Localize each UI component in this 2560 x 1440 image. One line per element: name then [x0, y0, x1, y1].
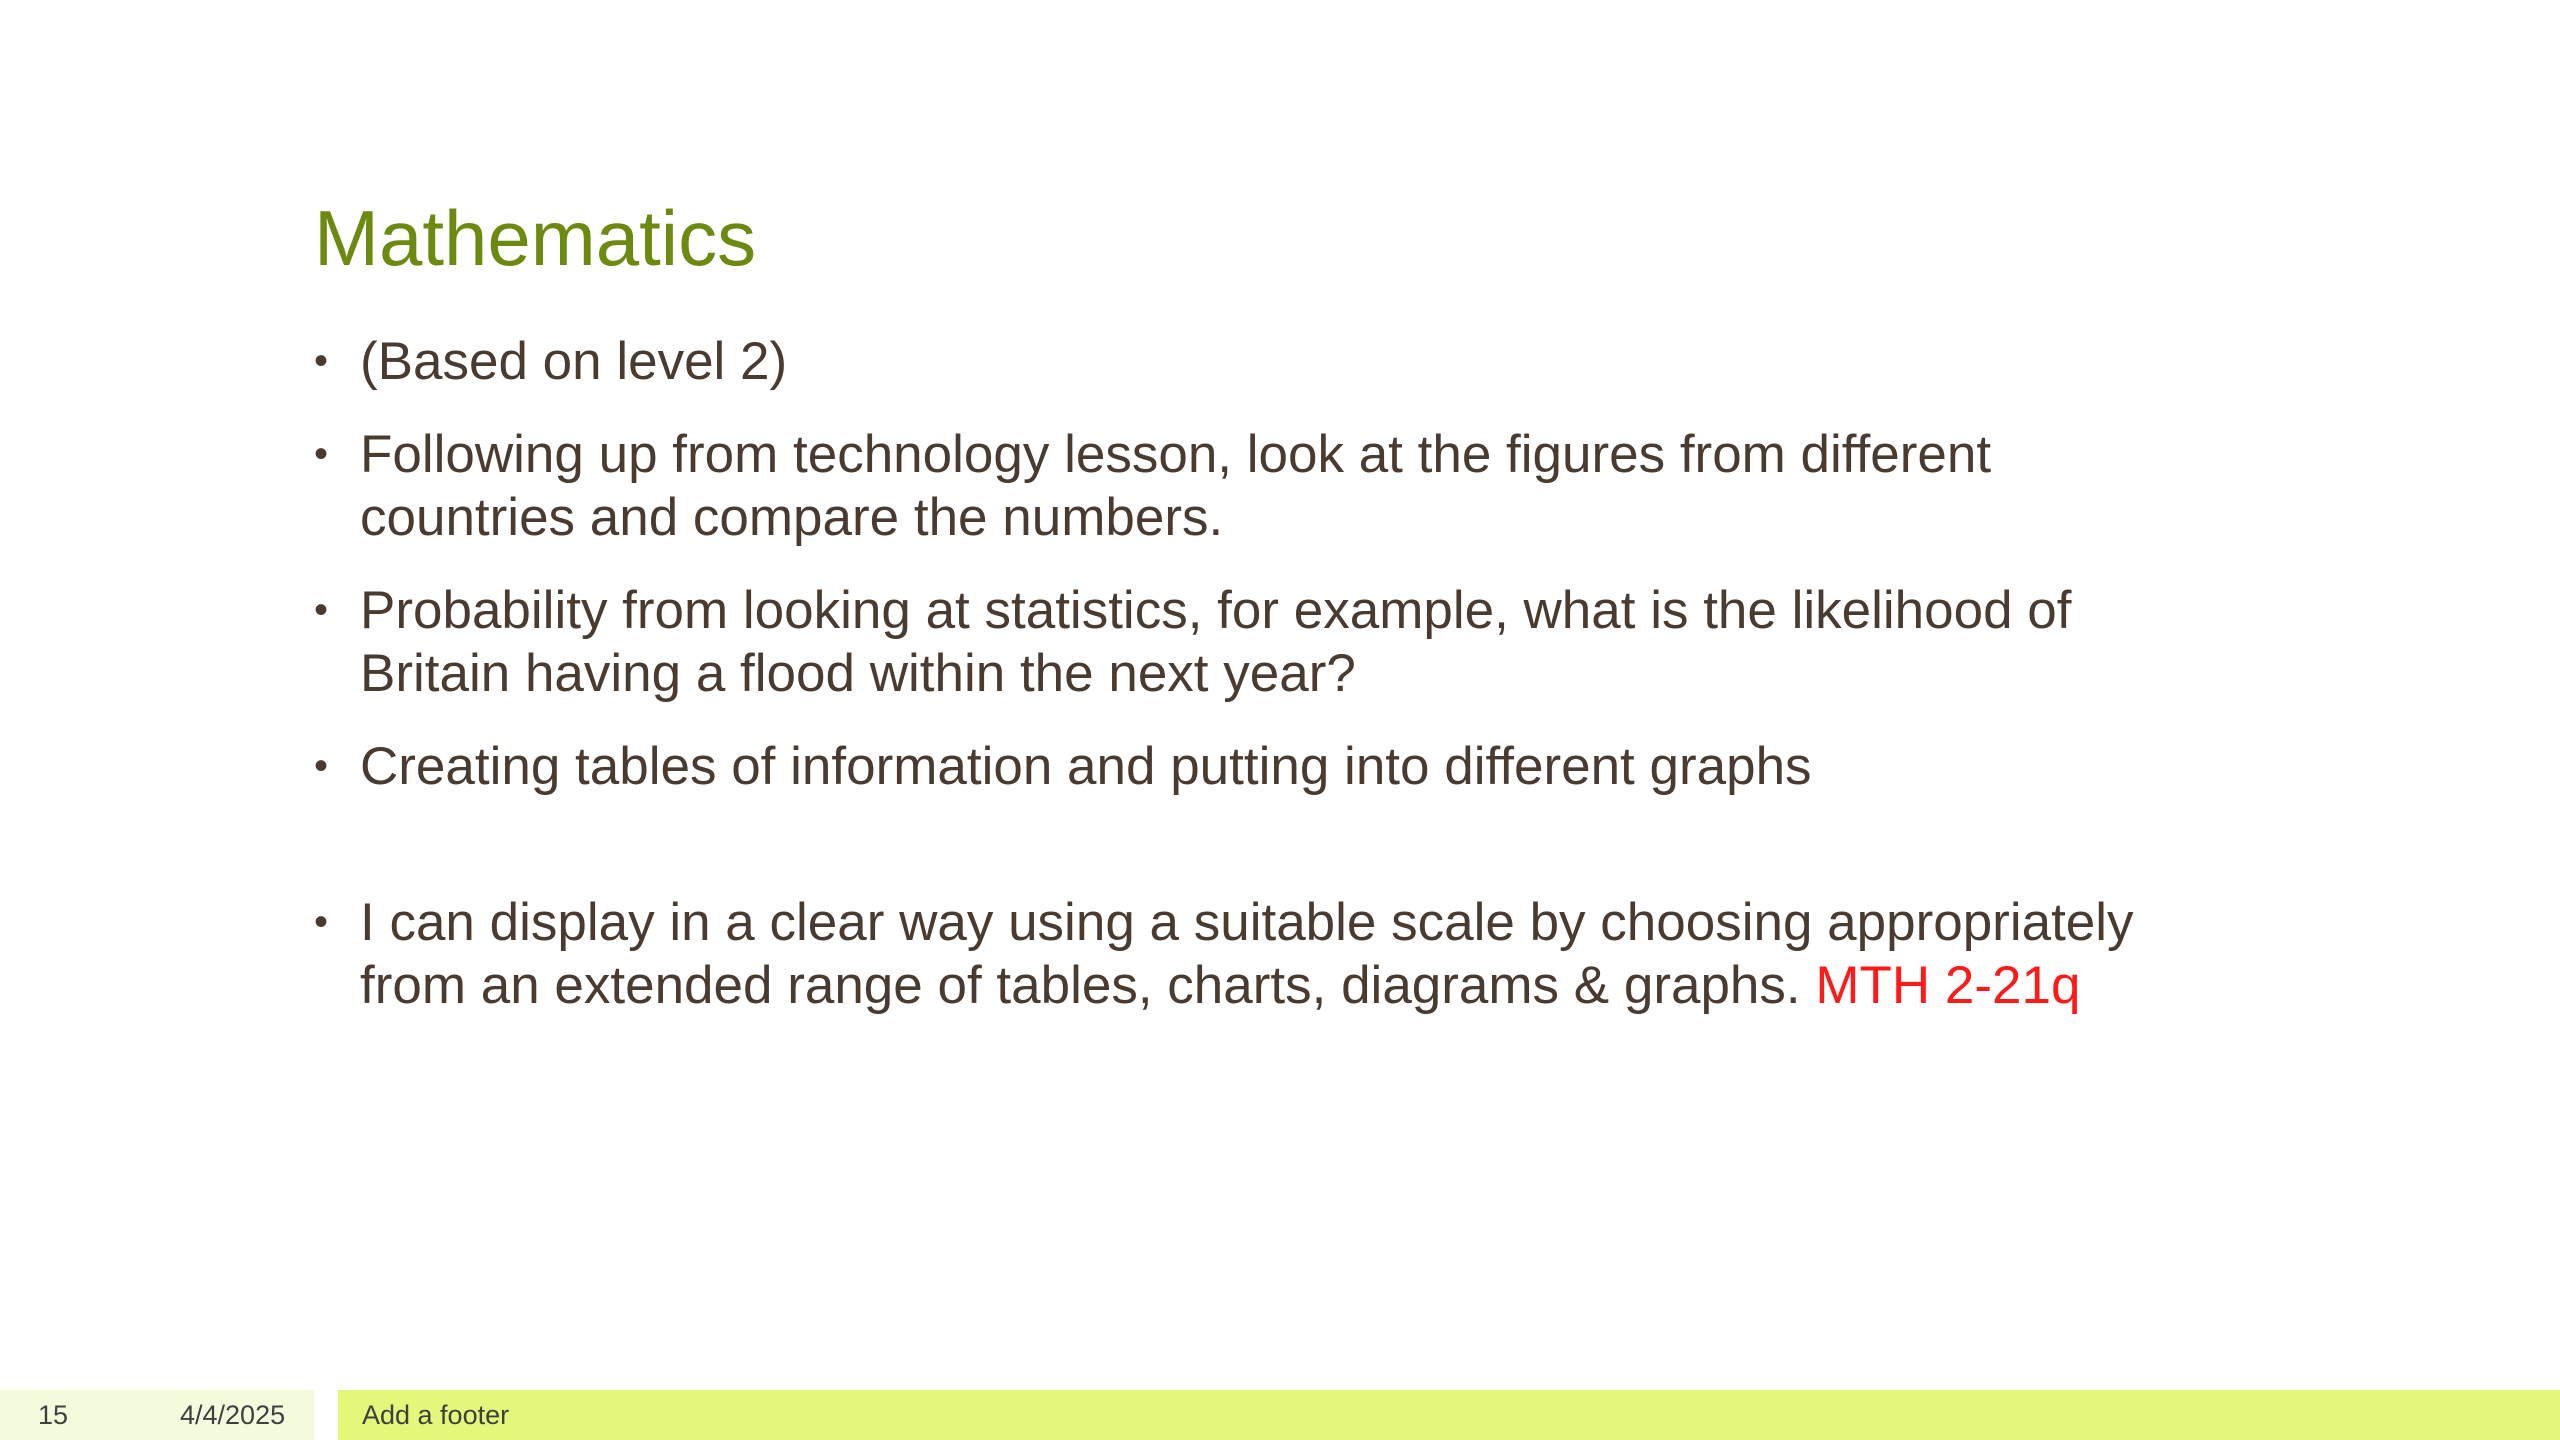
bullet-text: I can display in a clear way using a suitable scale by choosing appropriately from an extended range of tables, charts, diagrams & graphs.: [360, 893, 2134, 1015]
bullet-item: [314, 891, 2214, 1017]
slide-number: 15: [38, 1400, 69, 1430]
slide-title: Mathematics: [314, 194, 757, 282]
footer-text[interactable]: Add a footer: [362, 1400, 510, 1430]
bullet-list: [314, 330, 2214, 1047]
bullet-icon: •: [314, 339, 329, 383]
bullet-icon: •: [314, 744, 329, 788]
bullet-text: Creating tables of information and putting into different graphs: [360, 737, 1812, 796]
bullet-icon: •: [314, 588, 329, 632]
bullet-text: (Based on level 2): [360, 332, 788, 391]
bullet-text: Following up from technology lesson, look at the figures from different countries and compare the numbers.: [360, 425, 1992, 547]
bullet-text: Probability from looking at statistics, for example, what is the likelihood of Britain having a flood within the next year?: [360, 581, 2072, 703]
bullet-item: [314, 735, 2214, 798]
bullet-icon: •: [314, 432, 329, 476]
bullet-item: [314, 423, 2214, 549]
bullet-item: [314, 330, 2214, 393]
bullet-icon: •: [314, 900, 329, 944]
curriculum-reference: MTH 2-21q: [1815, 956, 2081, 1015]
footer-bar: [338, 1390, 2560, 1440]
slide-date: 4/4/2025: [180, 1400, 286, 1430]
bullet-item: [314, 579, 2214, 705]
